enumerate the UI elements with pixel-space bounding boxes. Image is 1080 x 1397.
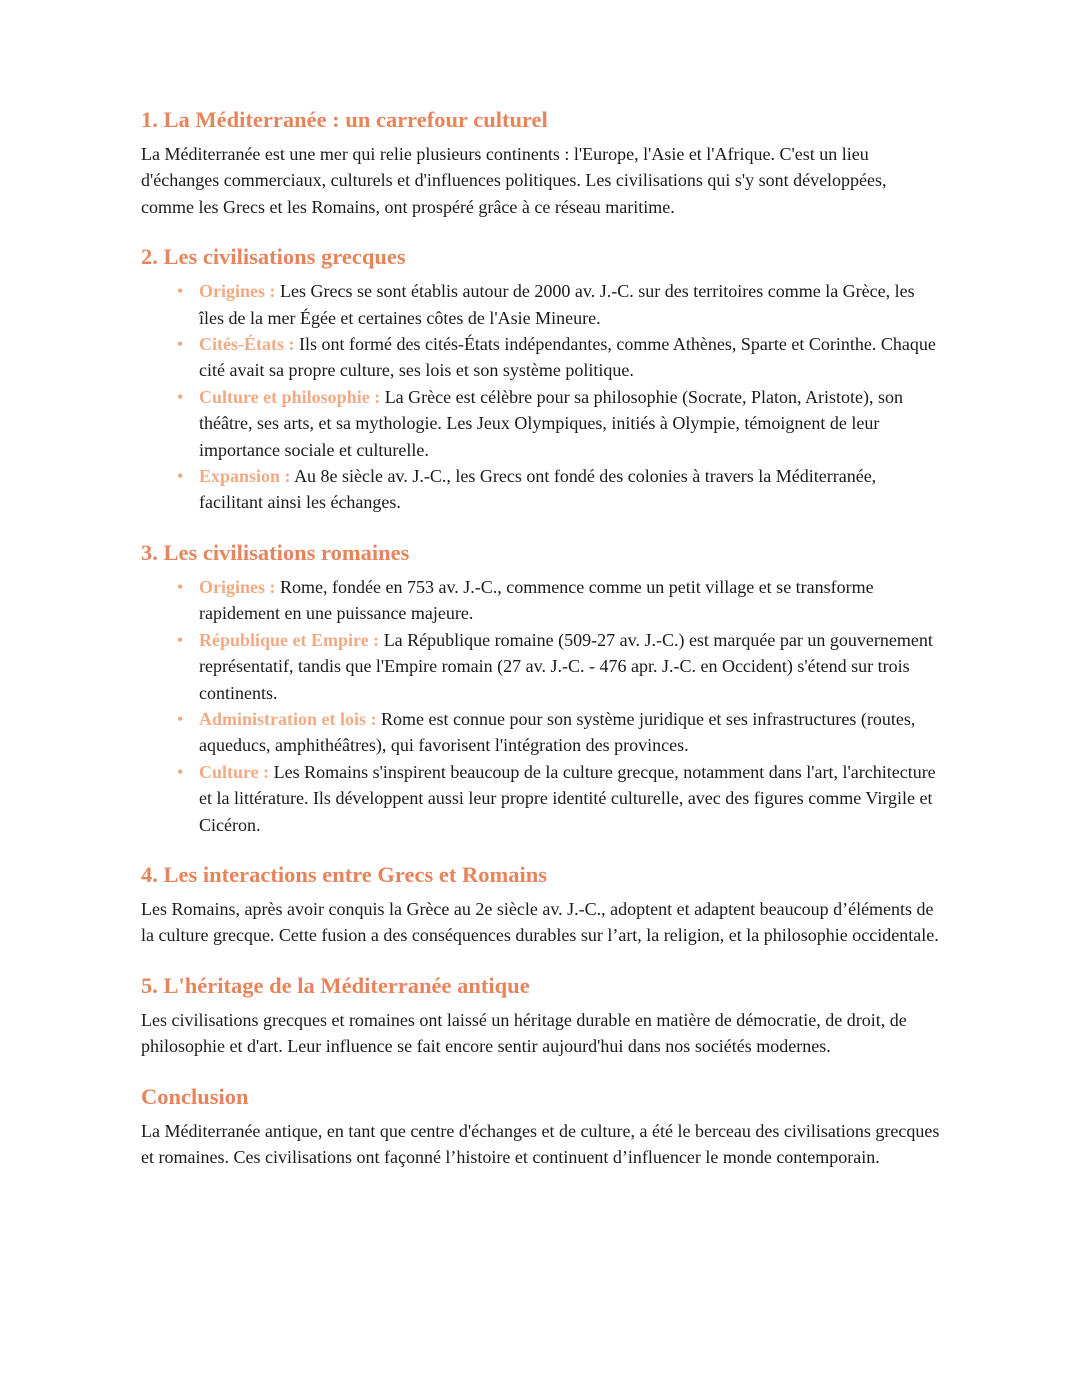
item-text: La Grèce est célèbre pour sa philosophie (Socrate, Platon, Aristote), son théâtre, ses arts, et sa mythologie. Les Jeux Olympiques, initiés à Olympie, témoignent de leur importance sociale et culturelle. — [199, 386, 904, 460]
item-text: Ils ont formé des cités-États indépendantes, comme Athènes, Sparte et Corinthe. Chaque cité avait sa propre culture, ses lois et son système politique. — [199, 334, 936, 381]
list-item — [177, 706, 941, 759]
bullet-icon: • — [177, 576, 184, 597]
item-text: Les Romains s'inspirent beaucoup de la culture grecque, notamment dans l'art, l'architecture et la littérature. Ils développent aussi leur propre identité culturelle, avec des figures comme Virgile et Cicéron. — [199, 761, 936, 835]
item-label: Cités-États : — [199, 334, 295, 355]
item-text: Les Grecs se sont établis autour de 2000 av. J.-C. sur des territoires comme la Grèce, les îles de la mer Égée et certaines côtes de l'Asie Mineure. — [199, 281, 915, 328]
item-label: Culture : — [199, 761, 270, 782]
bullet-list — [141, 574, 941, 838]
list-item — [177, 574, 941, 627]
document-page — [141, 105, 941, 1192]
list-item — [177, 331, 941, 384]
item-label: Origines : — [199, 281, 276, 302]
section-heading: 5. L'héritage de la Méditerranée antique — [141, 972, 530, 998]
section-heading: 4. Les interactions entre Grecs et Romains — [141, 861, 547, 887]
list-item — [177, 759, 941, 838]
section-paragraph: Les civilisations grecques et romaines ont laissé un héritage durable en matière de démocratie, de droit, de philosophie et d'art. Leur influence se fait encore sentir aujourd'hui dans nos sociétés modernes. — [141, 1009, 907, 1057]
item-label: Culture et philosophie : — [199, 386, 381, 407]
bullet-icon: • — [177, 386, 184, 407]
section-heading: 2. Les civilisations grecques — [141, 244, 406, 270]
bullet-icon: • — [177, 334, 184, 355]
item-text: Rome, fondée en 753 av. J.-C., commence comme un petit village et se transforme rapidement en une puissance majeure. — [199, 576, 874, 624]
item-label: République et Empire : — [199, 629, 380, 650]
list-item — [177, 384, 941, 463]
list-item — [177, 278, 941, 331]
bullet-icon: • — [177, 629, 184, 650]
section-heading: 3. Les civilisations romaines — [141, 539, 410, 565]
section-conclusion — [141, 1082, 941, 1171]
list-item — [177, 463, 941, 516]
item-label: Expansion : — [199, 466, 291, 487]
list-item — [177, 627, 941, 706]
section-heading: 1. La Méditerranée : un carrefour culturel — [141, 107, 548, 132]
bullet-icon: • — [177, 466, 184, 487]
item-text: Au 8e siècle av. J.-C., les Grecs ont fondé des colonies à travers la Méditerranée, facilitant ainsi les échanges. — [199, 466, 877, 513]
section-paragraph: Les Romains, après avoir conquis la Grèce au 2e siècle av. J.-C., adoptent et adaptent beaucoup d’éléments de la culture grecque. Cette fusion a des conséquences durables sur l’art, la religion, et la philosophie occidentale. — [141, 898, 939, 946]
bullet-icon: • — [177, 281, 184, 302]
item-label: Origines : — [199, 576, 276, 597]
section-mediterranee — [141, 105, 941, 220]
section-grecques — [141, 242, 941, 516]
section-paragraph: La Méditerranée est une mer qui relie plusieurs continents : l'Europe, l'Asie et l'Afrique. C'est un lieu d'échanges commerciaux, culturels et d'influences politiques. Les civilisations qui s'y sont développées, comme les Grecs et les Romains, ont prospéré grâce à ce réseau maritime. — [141, 144, 887, 217]
bullet-icon: • — [177, 761, 184, 782]
section-interactions — [141, 860, 941, 949]
bullet-icon: • — [177, 708, 184, 729]
item-text: La République romaine (509-27 av. J.-C.) est marquée par un gouvernement représentatif, tandis que l'Empire romain (27 av. J.-C. - 476 apr. J.-C. en Occident) s'étend sur trois continents. — [199, 629, 933, 703]
section-paragraph: La Méditerranée antique, en tant que centre d'échanges et de culture, a été le berceau des civilisations grecques et romaines. Ces civilisations ont façonné l’histoire et continuent d’influencer le monde contemporain. — [141, 1120, 940, 1167]
section-romaines — [141, 538, 941, 838]
section-heritage — [141, 971, 941, 1060]
bullet-list — [141, 278, 941, 516]
section-heading: Conclusion — [141, 1083, 249, 1109]
item-text: Rome est connue pour son système juridique et ses infrastructures (routes, aqueducs, amphithéâtres), qui favorisent l'intégration des provinces. — [199, 708, 916, 756]
item-label: Administration et lois : — [199, 708, 377, 729]
